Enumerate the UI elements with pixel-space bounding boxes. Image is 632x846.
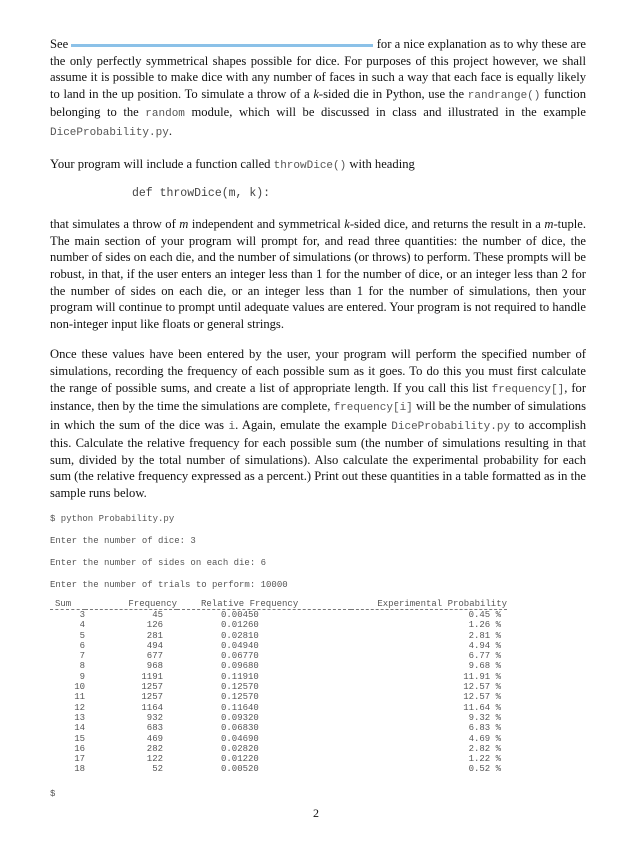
cell-experimental-probability: 2.82 % xyxy=(468,743,501,754)
cell-sum: 12 xyxy=(74,702,85,713)
cell-sum: 4 xyxy=(79,620,85,631)
paragraph-frequency: Once these values have been entered by the user, your program will perform the specified number of simulations, recording the frequency of each possible sum as it goes. To do this you must first calculate the range of possible sums, and create a list of appropriate length. If you call this list frequency[], for instance, then by the time the simulations are complete, frequency[i] will be the number of simulations in which the sum of the dice was i. Again, emulate the example DiceProbability.py to accomplish this. Calculate the relative frequency for each possible sum (the number of simulations resulting in that sum, divided by the total number of simulations). Also calculate the experimental probability for each sum (the relative frequency expressed as a percent.) Print out these quantities in a table formatted as in the sample runs below. xyxy=(50,347,587,501)
cell-sum: 18 xyxy=(74,764,85,775)
cell-experimental-probability: 2.81 % xyxy=(468,630,501,641)
cell-relative-frequency: 0.01220 xyxy=(221,754,259,765)
paragraph-simulation: that simulates a throw of m independent and symmetrical k-sided dice, and returns the result in a m-tuple. The main section of your program will prompt for, and read three quantities: the number of dice, the number of sides on each die, and the number of simulations (or throws) to perform. These prompts will be robust, in that, if the user enters an integer less than 1 for the number of dice, or an integer less than 2 for the number of sides on each die, or an integer less than 1 for the number of simulations, then your program will continue to prompt until adequate values are entered. Your program is not required to handle non-integer input like floats or general strings. xyxy=(50,217,586,331)
cell-sum: 14 xyxy=(74,723,85,734)
cell-sum: 10 xyxy=(74,682,85,693)
cell-relative-frequency: 0.09680 xyxy=(221,661,259,672)
code-file-2: DiceProbability.py xyxy=(391,420,511,433)
cell-frequency: 1164 xyxy=(141,702,163,713)
table-row xyxy=(50,692,507,702)
table-row xyxy=(50,631,507,641)
cell-relative-frequency: 0.04690 xyxy=(221,733,259,744)
cell-sum: 5 xyxy=(79,630,85,641)
table-row xyxy=(50,620,507,630)
table-row xyxy=(50,682,507,692)
paragraph-intro: See for a nice explanation as to why these are the only perfectly symmetrical shapes possible for dice. For purposes of this project however, we shall assume it is possible to make dice with any number of faces in such a way that each face is equally likely to land in the up position. To simulate a throw of a k-sided die in Python, use the randrange() function belonging to the random module, which will be discussed in class and illustrated in the example DiceProbability.py. xyxy=(50,37,587,139)
header-sum: Sum xyxy=(55,598,72,609)
cell-experimental-probability: 9.68 % xyxy=(468,661,501,672)
code-frequency: frequency[] xyxy=(491,383,565,396)
document-page xyxy=(50,36,586,800)
table-row xyxy=(50,713,507,723)
code-i: i xyxy=(228,420,236,433)
cell-sum: 11 xyxy=(74,692,85,703)
code-heading: def throwDice(m, k): xyxy=(132,187,271,201)
table-row xyxy=(50,764,507,774)
cell-relative-frequency: 0.00450 xyxy=(221,609,259,620)
cell-frequency: 968 xyxy=(146,661,163,672)
cell-frequency: 1257 xyxy=(141,692,163,703)
header-frequency: Frequency xyxy=(128,598,177,609)
cell-experimental-probability: 6.77 % xyxy=(468,651,501,662)
cell-frequency: 126 xyxy=(146,620,163,631)
cell-experimental-probability: 9.32 % xyxy=(468,712,501,723)
code-random: random xyxy=(145,108,185,121)
cell-frequency: 469 xyxy=(146,733,163,744)
table-row xyxy=(50,651,507,661)
cell-sum: 17 xyxy=(74,754,85,765)
cell-experimental-probability: 4.69 % xyxy=(468,733,501,744)
cell-relative-frequency: 0.01260 xyxy=(221,620,259,631)
cell-frequency: 932 xyxy=(146,712,163,723)
code-throwdice: throwDice() xyxy=(273,159,347,172)
cell-sum: 7 xyxy=(79,651,85,662)
redacted-link[interactable] xyxy=(71,44,373,47)
cell-experimental-probability: 4.94 % xyxy=(468,640,501,651)
table-row xyxy=(50,754,507,764)
cell-relative-frequency: 0.00520 xyxy=(221,764,259,775)
cell-frequency: 282 xyxy=(146,743,163,754)
terminal-command: $ python Probability.py xyxy=(50,513,175,524)
cell-relative-frequency: 0.02820 xyxy=(221,743,259,754)
cell-frequency: 494 xyxy=(146,640,163,651)
cell-experimental-probability: 6.83 % xyxy=(468,723,501,734)
cell-experimental-probability: 1.22 % xyxy=(468,754,501,765)
cell-frequency: 122 xyxy=(146,754,163,765)
cell-experimental-probability: 11.91 % xyxy=(463,671,501,682)
code-file: DiceProbability.py xyxy=(50,126,169,139)
cell-relative-frequency: 0.11640 xyxy=(221,702,259,713)
table-row xyxy=(50,734,507,744)
cell-experimental-probability: 1.26 % xyxy=(468,620,501,631)
cell-relative-frequency: 0.04940 xyxy=(221,640,259,651)
table-row xyxy=(50,744,507,754)
table-row xyxy=(50,610,507,620)
table-row xyxy=(50,661,507,671)
terminal-prompt-sides: Enter the number of sides on each die: 6 xyxy=(50,557,267,568)
cell-experimental-probability: 12.57 % xyxy=(463,692,501,703)
cell-sum: 8 xyxy=(79,661,85,672)
table-row xyxy=(50,672,507,682)
results-table xyxy=(50,599,507,775)
page-number: 2 xyxy=(313,806,319,820)
cell-sum: 16 xyxy=(74,743,85,754)
cell-relative-frequency: 0.06770 xyxy=(221,651,259,662)
cell-frequency: 1191 xyxy=(141,671,163,682)
paragraph-function: Your program will include a function called throwDice() with heading xyxy=(50,156,415,172)
terminal-final-prompt: $ xyxy=(50,788,56,799)
cell-frequency: 45 xyxy=(152,609,163,620)
header-experimental-probability: Experimental Probability xyxy=(377,598,507,609)
cell-frequency: 281 xyxy=(146,630,163,641)
cell-sum: 6 xyxy=(79,640,85,651)
cell-experimental-probability: 12.57 % xyxy=(463,682,501,693)
cell-sum: 13 xyxy=(74,712,85,723)
cell-experimental-probability: 0.45 % xyxy=(468,609,501,620)
cell-sum: 15 xyxy=(74,733,85,744)
cell-relative-frequency: 0.06830 xyxy=(221,723,259,734)
terminal-sample xyxy=(50,514,586,800)
cell-sum: 9 xyxy=(79,671,85,682)
cell-relative-frequency: 0.12570 xyxy=(221,682,259,693)
terminal-prompt-dice: Enter the number of dice: 3 xyxy=(50,535,196,546)
cell-relative-frequency: 0.12570 xyxy=(221,692,259,703)
table-row xyxy=(50,703,507,713)
table-row xyxy=(50,723,507,733)
cell-frequency: 1257 xyxy=(141,682,163,693)
cell-frequency: 683 xyxy=(146,723,163,734)
cell-sum: 3 xyxy=(79,609,85,620)
cell-frequency: 52 xyxy=(152,764,163,775)
cell-frequency: 677 xyxy=(146,651,163,662)
cell-relative-frequency: 0.09320 xyxy=(221,712,259,723)
cell-relative-frequency: 0.11910 xyxy=(221,671,259,682)
code-randrange: randrange() xyxy=(467,89,541,102)
header-relative-frequency: Relative Frequency xyxy=(201,598,299,609)
table-row xyxy=(50,641,507,651)
cell-experimental-probability: 11.64 % xyxy=(463,702,501,713)
cell-relative-frequency: 0.02810 xyxy=(221,630,259,641)
terminal-prompt-trials: Enter the number of trials to perform: 10000 xyxy=(50,579,288,590)
cell-experimental-probability: 0.52 % xyxy=(468,764,501,775)
code-frequency-i: frequency[i] xyxy=(333,402,413,415)
